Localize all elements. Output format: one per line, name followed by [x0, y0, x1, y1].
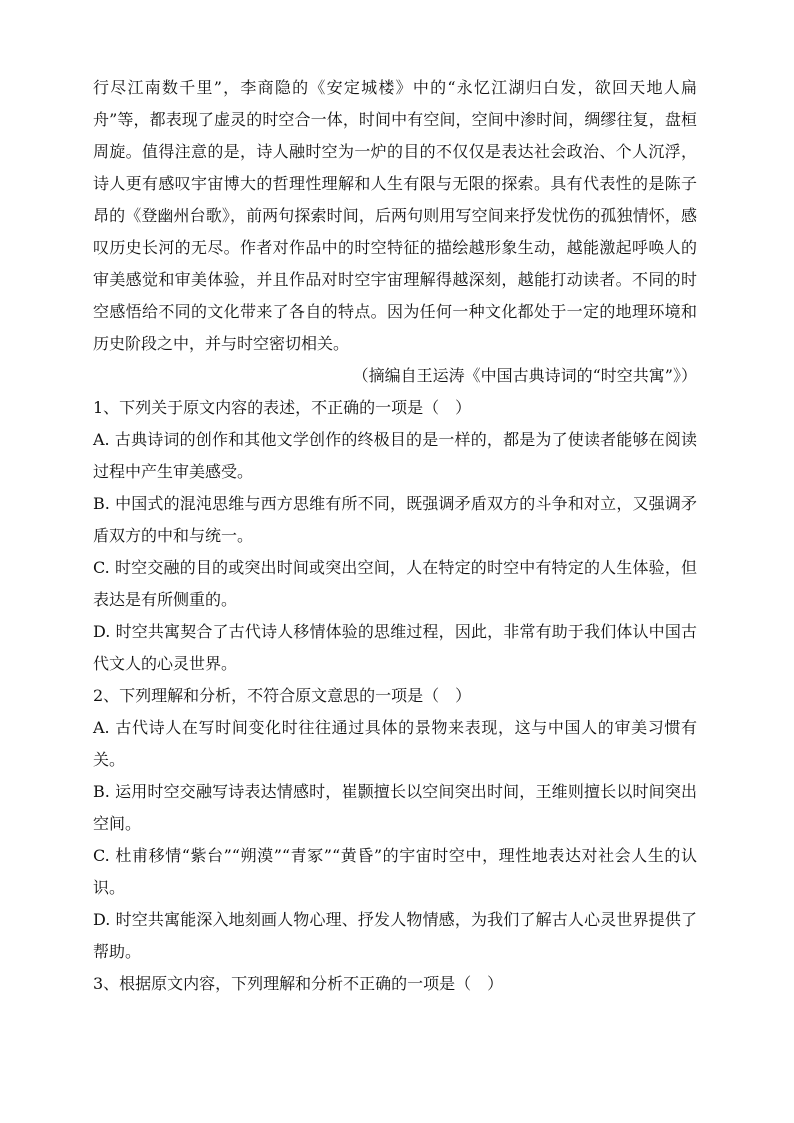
option-a: A. 古代诗人在写时间变化时往往通过具体的景物来表现，这与中国人的审美习惯有关。: [93, 718, 697, 769]
option-c: C. 时空交融的目的或突出时间或突出空间，人在特定的时空中有特定的人生体验，但表达是有所侧重的。: [93, 558, 697, 609]
question-stem: 3、根据原文内容，下列理解和分析不正确的一项是（ ）: [93, 974, 504, 993]
option-b: B. 中国式的混沌思维与西方思维有所不同，既强调矛盾双方的斗争和对立，又强调矛盾双方的中和与统一。: [93, 494, 697, 545]
option-d: D. 时空共寓契合了古代诗人移情体验的思维过程，因此，非常有助于我们体认中国古代文人的心灵世界。: [93, 622, 697, 673]
option-c: C. 杜甫移情“紫台”“朔漠”“青冢”“黄昏”的宇宙时空中，理性地表达对社会人生的认识。: [93, 846, 697, 897]
option-d: D. 时空共寓能深入地刻画人物心理、抒发人物情感，为我们了解古人心灵世界提供了帮助。: [93, 910, 697, 961]
question-stem: 2、下列理解和分析，不符合原文意思的一项是（ ）: [93, 686, 472, 705]
source-citation: （摘编自王运涛《中国古典诗词的“时空共寓”》）: [352, 366, 697, 385]
question-2: [93, 680, 697, 968]
passage-paragraph: 行尽江南数千里”，李商隐的《安定城楼》中的“永忆江湖归白发，欲回天地人扁舟”等，都表现了虚灵的时空合一体，时间中有空间，空间中渗时间，绸缪往复，盘桓周旋。值得注意的是，诗人融时空为一炉的目的不仅仅是表达社会政治、个人沉浮，诗人更有感叹宇宙博大的哲理性理解和人生有限与无限的探索。具有代表性的是陈子昂的《登幽州台歌》，前两句探索时间，后两句则用写空间来抒发忧伤的孤独情怀，感叹历史长河的无尽。作者对作品中的时空特征的描绘越形象生动，越能激起呼唤人的审美感觉和审美体验，并且作品对时空宇宙理解得越深刻，越能打动读者。不同的时空感悟给不同的文化带来了各自的特点。因为任何一种文化都处于一定的地理环境和历史阶段之中，并与时空密切相关。: [93, 78, 697, 353]
option-b: B. 运用时空交融写诗表达情感时，崔颢擅长以空间突出时间，王维则擅长以时间突出空间。: [93, 782, 697, 833]
question-stem: 1、下列关于原文内容的表述，不正确的一项是（ ）: [93, 398, 472, 417]
option-a: A. 古典诗词的创作和其他文学创作的终极目的是一样的，都是为了使读者能够在阅读过程中产生审美感受。: [93, 430, 697, 481]
document-page: [93, 72, 697, 1000]
question-3: [93, 968, 697, 1000]
question-1: [93, 392, 697, 680]
